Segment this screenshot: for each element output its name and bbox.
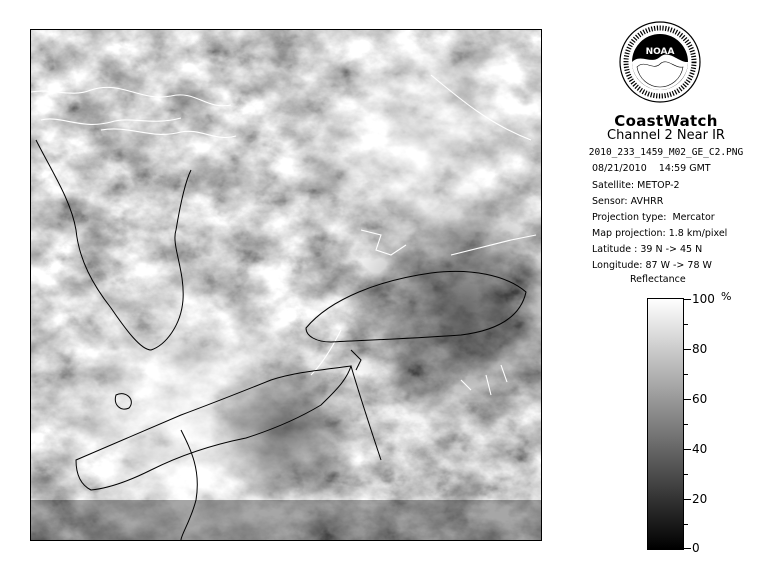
colorbar-label-0: 0 [692,541,700,555]
satellite-info: Satellite: METOP-2 [592,180,680,191]
colorbar-tick [684,449,691,450]
sensor-info: Sensor: AVHRR [592,196,664,207]
colorbar-title: Reflectance [630,274,686,285]
reflectance-colorbar [647,298,684,550]
colorbar-label-60: 60 [692,392,708,406]
product-title: CoastWatch [614,112,718,130]
colorbar-label-100: 100 [692,292,715,306]
colorbar-minor-tick [684,474,688,475]
map-projection: Map projection: 1.8 km/pixel [592,228,728,239]
latitude-range: Latitude : 39 N -> 45 N [592,244,703,255]
image-filename: 2010_233_1459_M02_GE_C2.PNG [588,147,744,158]
colorbar-tick [684,499,691,500]
channel-label: Channel 2 Near IR [607,128,725,143]
colorbar-tick [684,399,691,400]
colorbar-tick [684,299,691,300]
colorbar-label-40: 40 [692,442,708,456]
colorbar-minor-tick [684,424,688,425]
colorbar-tick [684,349,691,350]
colorbar-minor-tick [684,524,688,525]
colorbar-minor-tick [684,374,688,375]
colorbar-label-80: 80 [692,342,708,356]
colorbar-label-20: 20 [692,492,708,506]
longitude-range: Longitude: 87 W -> 78 W [592,260,712,271]
date-time: 08/21/2010 14:59 GMT [592,163,711,174]
colorbar-tick [684,548,691,549]
noaa-logo [619,21,701,103]
projection-type: Projection type: Mercator [592,212,715,223]
colorbar-minor-tick [684,324,688,325]
satellite-image-panel [30,29,542,541]
colorbar-unit: % [721,290,732,303]
noaa-logo-text: NOAA [645,47,675,57]
satellite-image [31,30,541,540]
